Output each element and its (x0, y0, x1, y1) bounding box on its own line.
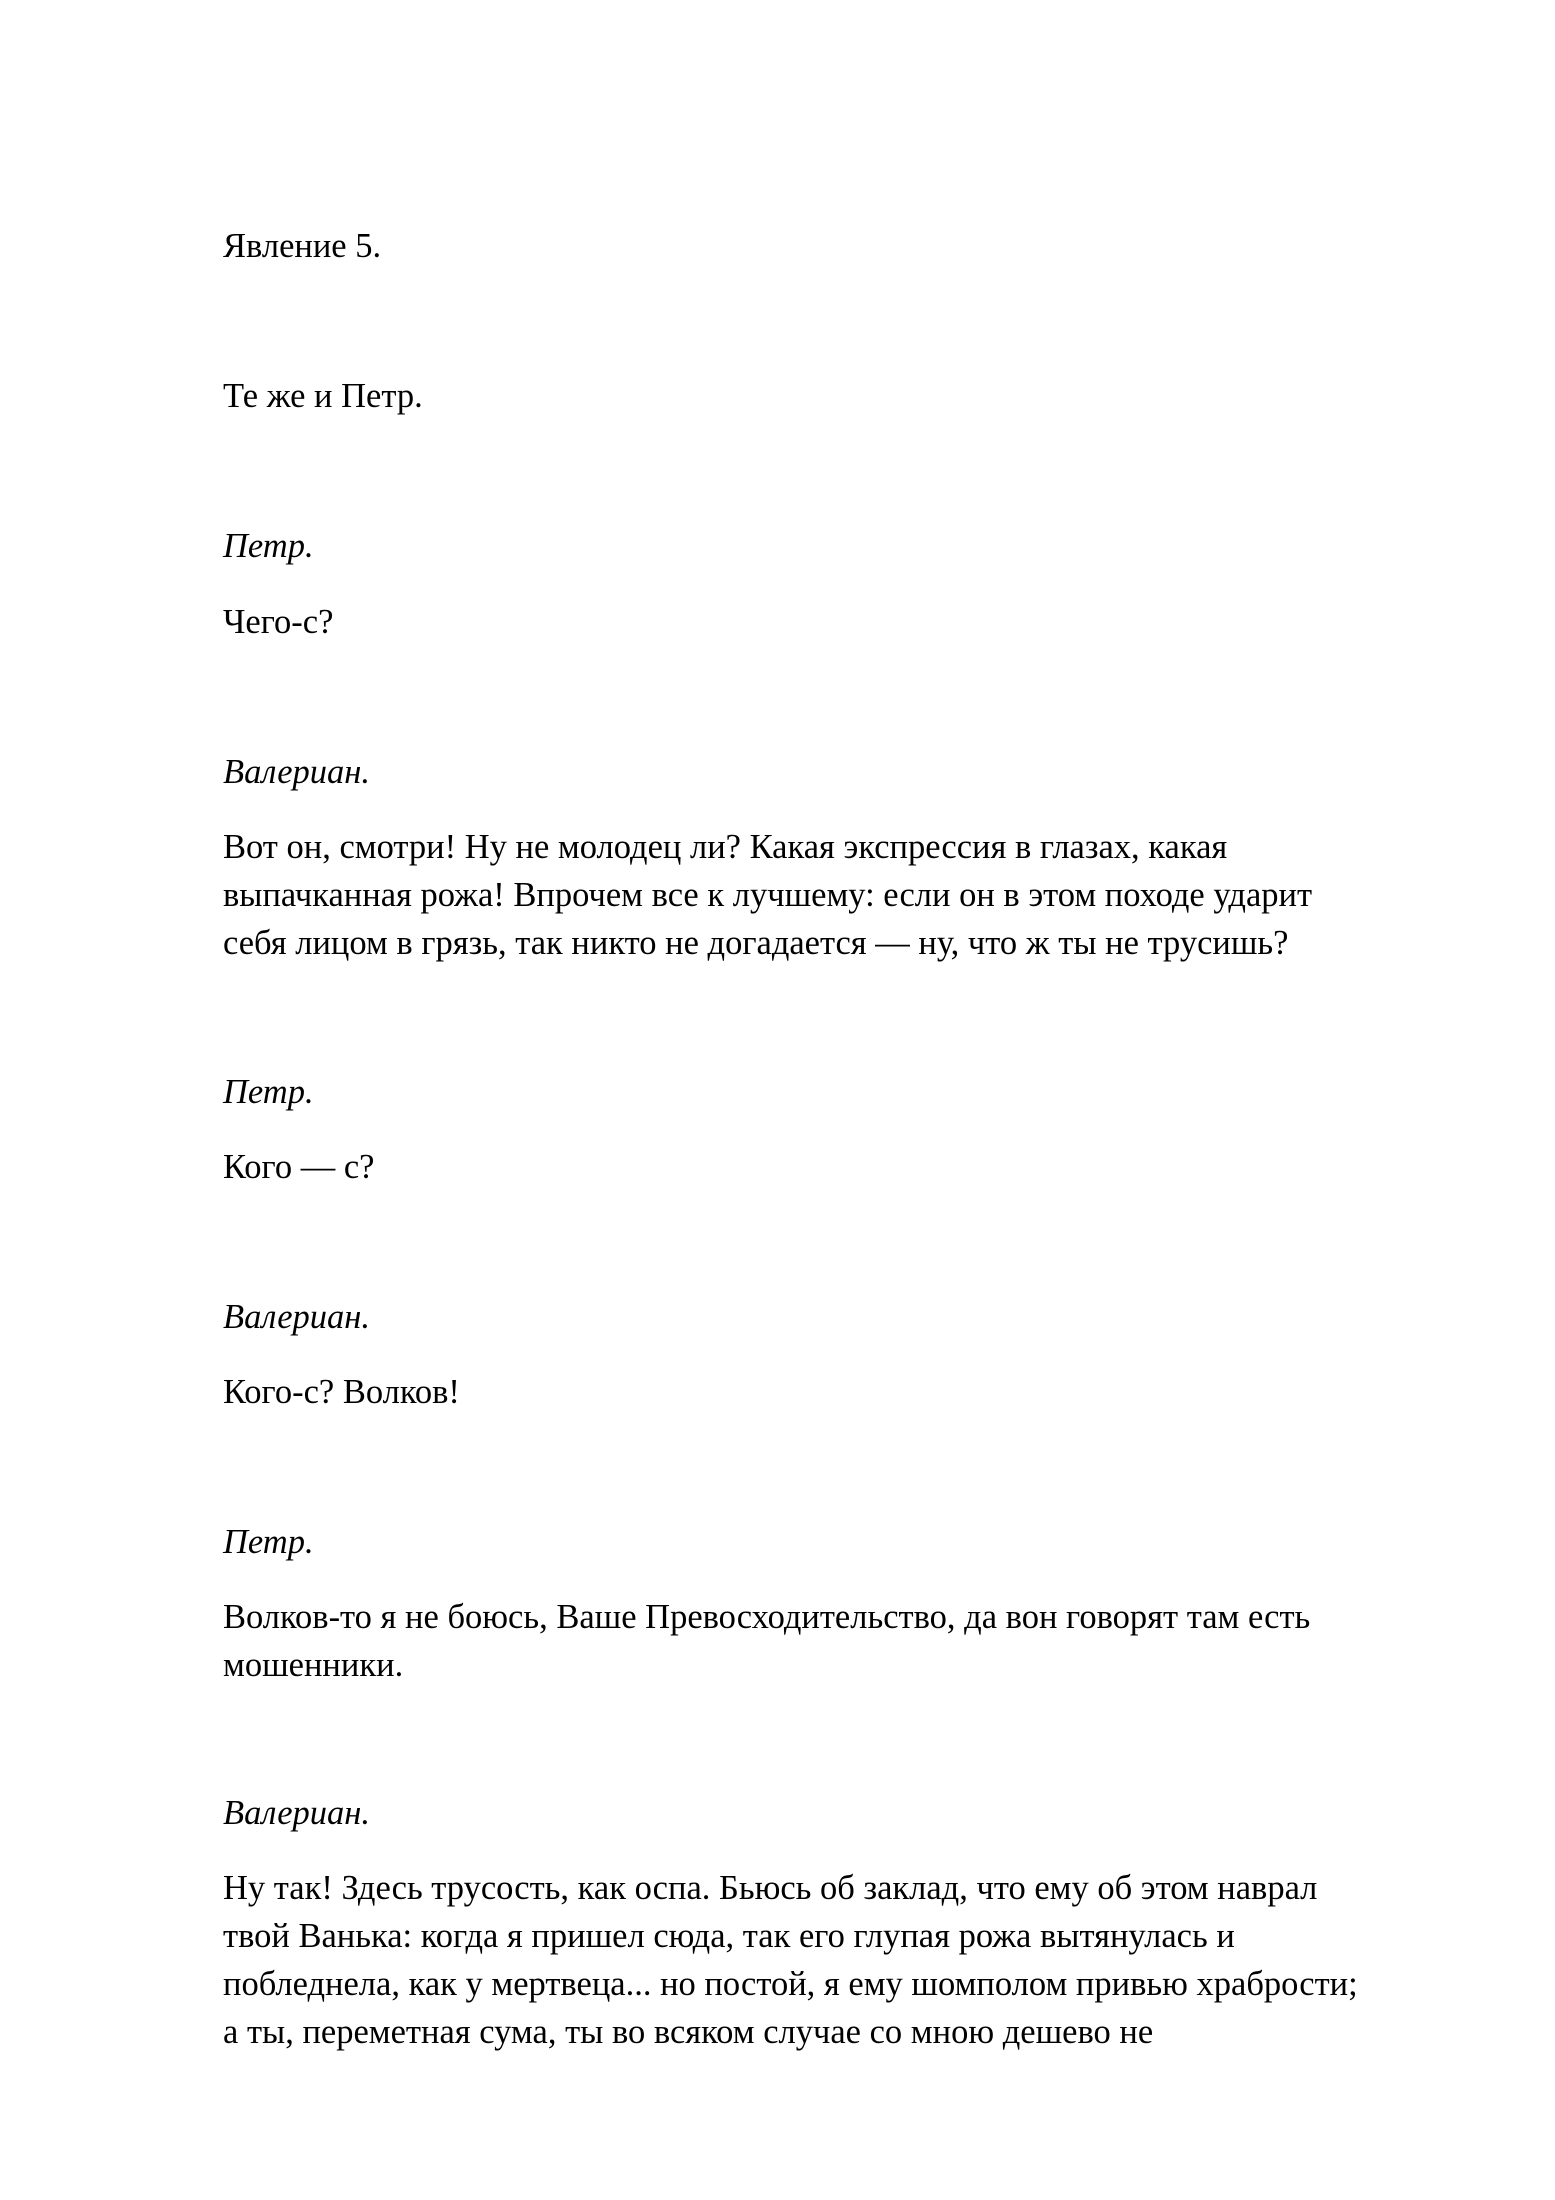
speaker-name: Петр. (223, 527, 314, 565)
speech-text (223, 823, 1473, 967)
speech-line: выпачканная рожа! Впрочем все к лучшему: если он в этом походе ударит (223, 876, 1313, 914)
speaker-name: Валериан. (223, 1794, 371, 1832)
speech-line: Волков-то я не боюсь, Ваше Превосходительство, да вон говорят там есть (223, 1598, 1311, 1636)
speaker-name: Валериан. (223, 753, 371, 791)
speech-line: Вот он, смотри! Ну не молодец ли? Какая экспрессия в глазах, какая (223, 828, 1228, 866)
stage-direction: Те же и Петр. (223, 377, 423, 415)
speech-text (223, 598, 1473, 646)
speech-line: мошенники. (223, 1646, 404, 1684)
speech-text (223, 1864, 1473, 2056)
speech-line: Кого — с? (223, 1148, 375, 1186)
speaker-name: Петр. (223, 1523, 314, 1561)
scene-heading: Явление 5. (223, 227, 382, 265)
speaker-name: Валериан. (223, 1298, 371, 1336)
speech-line: Чего-с? (223, 603, 334, 641)
speech-text (223, 1143, 1473, 1191)
speech-line: себя лицом в грязь, так никто не догадается — ну, что ж ты не трусишь? (223, 924, 1289, 962)
speech-text (223, 1368, 1473, 1416)
speech-line: Кого-с? Волков! (223, 1373, 460, 1411)
speaker-name: Петр. (223, 1073, 314, 1111)
speech-line: твой Ванька: когда я пришел сюда, так его глупая рожа вытянулась и (223, 1917, 1235, 1955)
speech-line: а ты, переметная сума, ты во всяком случае со мною дешево не (223, 2013, 1154, 2051)
speech-line: Ну так! Здесь трусость, как оспа. Бьюсь об заклад, что ему об этом наврал (223, 1869, 1318, 1907)
speech-line: побледнела, как у мертвеца... но постой, я ему шомполом привью храбрости; (223, 1965, 1358, 2003)
speech-text (223, 1593, 1473, 1689)
